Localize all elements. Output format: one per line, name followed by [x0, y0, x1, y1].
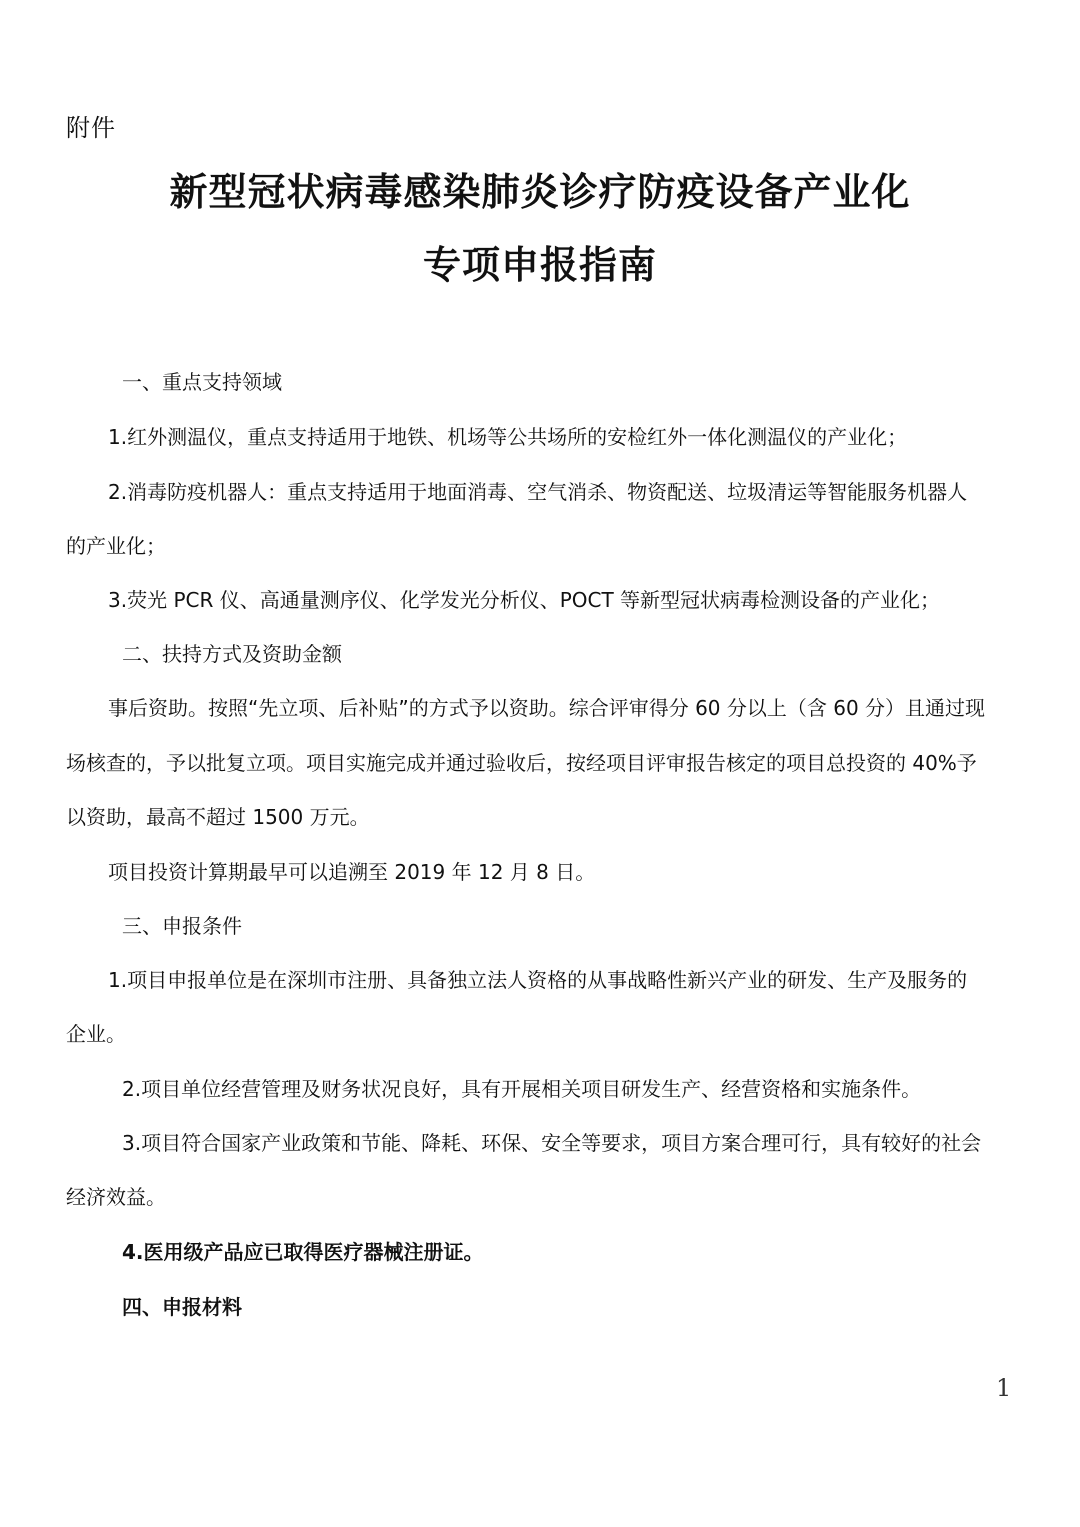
section-3-item-4: 4.医用级产品应已取得医疗器械注册证。 [122, 1240, 484, 1264]
section-1-item-3: 3.荧光 PCR 仪、高通量测序仪、化学发光分析仪、POCT 等新型冠状病毒检测设备的产业化； [108, 588, 941, 612]
attachment-label: 附件 [66, 114, 116, 142]
section-3-item-3-line-1: 3.项目符合国家产业政策和节能、降耗、环保、安全等要求，项目方案合理可行，具有较好的社会 [122, 1131, 982, 1155]
document-title-line-2: 专项申报指南 [422, 243, 657, 287]
document-title-line-1: 新型冠状病毒感染肺炎诊疗防疫设备产业化 [169, 170, 911, 214]
section-1-item-1: 1.红外测温仪，重点支持适用于地铁、机场等公共场所的安检红外一体化测温仪的产业化； [108, 425, 908, 449]
section-2-paragraph-1-line-3: 以资助，最高不超过 1500 万元。 [66, 805, 370, 829]
section-1-item-2-line-2: 的产业化； [66, 534, 166, 558]
section-2-paragraph-2: 项目投资计算期最早可以追溯至 2019 年 12 月 8 日。 [108, 860, 596, 884]
section-3-item-1-line-1: 1.项目申报单位是在深圳市注册、具备独立法人资格的从事战略性新兴产业的研发、生产及服务的 [108, 968, 968, 992]
section-3-item-3-line-2: 经济效益。 [66, 1185, 166, 1209]
section-2-paragraph-1-line-2: 场核查的，予以批复立项。项目实施完成并通过验收后，按经项目评审报告核定的项目总投资的 40%予 [66, 751, 977, 775]
section-3-item-1-line-2: 企业。 [66, 1022, 126, 1046]
section-3-heading: 三、申报条件 [122, 914, 242, 938]
page-number: 1 [996, 1374, 1012, 1402]
section-2-heading: 二、扶持方式及资助金额 [122, 642, 342, 666]
section-3-item-2: 2.项目单位经营管理及财务状况良好，具有开展相关项目研发生产、经营资格和实施条件。 [122, 1077, 922, 1101]
section-2-paragraph-1-line-1: 事后资助。按照“先立项、后补贴”的方式予以资助。综合评审得分 60 分以上（含 60 分）且通过现 [108, 696, 986, 720]
section-1-heading: 一、重点支持领域 [122, 370, 282, 394]
section-1-item-2-line-1: 2.消毒防疫机器人：重点支持适用于地面消毒、空气消杀、物资配送、垃圾清运等智能服务机器人 [108, 480, 968, 504]
section-4-heading: 四、申报材料 [122, 1295, 242, 1319]
